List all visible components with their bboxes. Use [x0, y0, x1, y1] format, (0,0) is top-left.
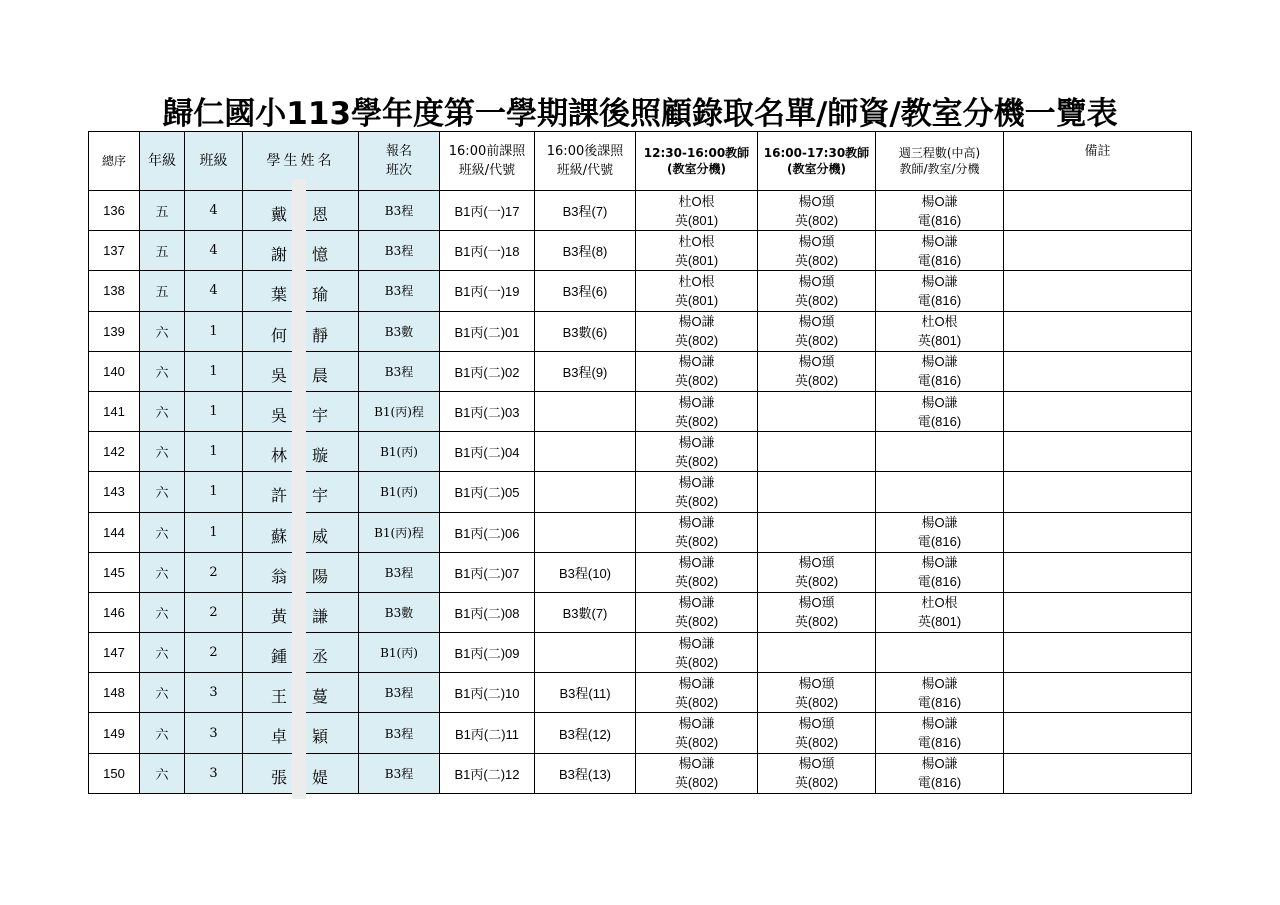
teacher-room: 英(802) [674, 534, 719, 550]
teacher-name: 楊O謙 [678, 555, 715, 571]
table-row [89, 231, 1192, 271]
cell-post1600 [535, 432, 636, 472]
teacher-room: 英(801) [917, 614, 962, 630]
teacher-name: 楊O謙 [678, 314, 715, 330]
teacher-room: 英(802) [674, 654, 719, 670]
cell-pre1600: B1丙(二)07 [440, 552, 535, 592]
cell-class: 1 [185, 391, 243, 431]
teacher-room: 英(801) [674, 292, 719, 308]
table-row [89, 753, 1192, 793]
teacher-name: 楊O謙 [921, 273, 958, 289]
teacher-name: 楊O謙 [921, 233, 958, 249]
cell-teacher-1600 [758, 713, 876, 753]
cell-post1600: B3數(7) [535, 592, 636, 632]
cell-enroll: B3程 [359, 271, 440, 311]
teacher-name: 楊O頲 [798, 756, 835, 772]
teacher-name: 楊O頲 [798, 193, 835, 209]
cell-seq: 149 [89, 713, 140, 753]
cell-enroll: B1(丙) [359, 633, 440, 673]
teacher-name: 楊O頲 [798, 314, 835, 330]
name-last-char: 穎 [311, 727, 330, 747]
cell-teacher-1600 [758, 231, 876, 271]
cell-wednesday [876, 432, 1004, 472]
cell-teacher-1230 [636, 753, 758, 793]
cell-wednesday [876, 191, 1004, 231]
cell-seq: 145 [89, 552, 140, 592]
cell-wednesday [876, 311, 1004, 351]
cell-teacher-1230 [636, 231, 758, 271]
cell-enroll: B3程 [359, 753, 440, 793]
cell-teacher-1600 [758, 592, 876, 632]
cell-enroll: B3程 [359, 552, 440, 592]
cell-seq: 142 [89, 432, 140, 472]
cell-grade: 六 [140, 592, 185, 632]
cell-class: 1 [185, 472, 243, 512]
cell-note [1004, 753, 1192, 793]
cell-teacher-1600 [758, 552, 876, 592]
name-last-char: 瑜 [311, 285, 330, 305]
header-name: 學生姓名 [243, 132, 359, 191]
cell-pre1600: B1丙(二)03 [440, 391, 535, 431]
teacher-room: 英(802) [674, 735, 719, 751]
table-row [89, 191, 1192, 231]
table-row [89, 713, 1192, 753]
cell-seq: 150 [89, 753, 140, 793]
name-first-char: 張 [271, 767, 290, 787]
teacher-room: 英(802) [674, 614, 719, 630]
cell-note [1004, 472, 1192, 512]
cell-note [1004, 231, 1192, 271]
cell-pre1600: B1丙(一)19 [440, 271, 535, 311]
cell-grade: 六 [140, 713, 185, 753]
name-last-char: 憶 [311, 245, 330, 265]
teacher-name: 楊O頲 [798, 555, 835, 571]
table-row [89, 432, 1192, 472]
cell-note [1004, 432, 1192, 472]
cell-grade: 六 [140, 753, 185, 793]
teacher-name: 楊O謙 [921, 675, 958, 691]
teacher-room: 英(802) [674, 413, 719, 429]
cell-grade: 六 [140, 673, 185, 713]
table-row [89, 271, 1192, 311]
teacher-name: 楊O頲 [798, 595, 835, 611]
table-row [89, 633, 1192, 673]
name-first-char: 吳 [271, 365, 290, 385]
cell-teacher-1600 [758, 391, 876, 431]
header-class: 班級 [185, 132, 243, 191]
cell-class: 2 [185, 592, 243, 632]
cell-pre1600: B1丙(一)17 [440, 191, 535, 231]
name-first-char: 戴 [271, 205, 290, 224]
cell-wednesday [876, 633, 1004, 673]
teacher-room: 英(802) [794, 614, 839, 630]
cell-enroll: B3數 [359, 311, 440, 351]
cell-post1600: B3程(13) [535, 753, 636, 793]
teacher-room: 英(802) [794, 212, 839, 228]
table-row [89, 472, 1192, 512]
teacher-name: 楊O謙 [678, 434, 715, 450]
cell-pre1600: B1丙(二)08 [440, 592, 535, 632]
cell-teacher-1230 [636, 191, 758, 231]
cell-enroll: B3程 [359, 191, 440, 231]
cell-class: 4 [185, 271, 243, 311]
table-row [89, 311, 1192, 351]
teacher-room: 英(801) [917, 333, 962, 349]
header-enroll: 報名 班次 [359, 132, 440, 191]
cell-class: 4 [185, 191, 243, 231]
cell-teacher-1230 [636, 311, 758, 351]
cell-teacher-1600 [758, 432, 876, 472]
cell-note [1004, 311, 1192, 351]
teacher-room: 英(802) [674, 775, 719, 791]
cell-class: 2 [185, 552, 243, 592]
cell-note [1004, 191, 1192, 231]
cell-teacher-1600 [758, 271, 876, 311]
teacher-room: 英(802) [674, 453, 719, 469]
teacher-name: 楊O謙 [678, 474, 715, 490]
name-first-char: 林 [271, 446, 290, 466]
cell-note [1004, 391, 1192, 431]
teacher-name: 楊O頲 [798, 354, 835, 370]
teacher-room: 英(801) [674, 252, 719, 268]
name-last-char: 靜 [311, 325, 330, 345]
cell-post1600 [535, 391, 636, 431]
name-last-char: 媞 [311, 767, 330, 787]
teacher-name: 杜O根 [921, 314, 958, 330]
cell-seq: 146 [89, 592, 140, 632]
cell-grade: 五 [140, 271, 185, 311]
cell-enroll: B3程 [359, 231, 440, 271]
teacher-name: 杜O根 [678, 233, 715, 249]
name-first-char: 謝 [271, 245, 290, 265]
table-row [89, 552, 1192, 592]
cell-teacher-1230 [636, 592, 758, 632]
header-pre1600: 16:00前課照 班級/代號 [440, 132, 535, 191]
teacher-name: 楊O謙 [921, 515, 958, 531]
name-last-char: 恩 [311, 205, 330, 224]
teacher-room: 電(816) [917, 373, 962, 389]
cell-post1600: B3數(6) [535, 311, 636, 351]
teacher-room: 電(816) [917, 292, 962, 308]
cell-grade: 六 [140, 432, 185, 472]
teacher-room: 電(816) [917, 574, 962, 590]
teacher-name: 楊O謙 [678, 515, 715, 531]
cell-note [1004, 633, 1192, 673]
teacher-name: 楊O謙 [678, 354, 715, 370]
teacher-name: 楊O謙 [678, 756, 715, 772]
cell-teacher-1600 [758, 753, 876, 793]
cell-post1600: B3程(10) [535, 552, 636, 592]
teacher-name: 楊O謙 [678, 394, 715, 410]
cell-seq: 137 [89, 231, 140, 271]
cell-seq: 148 [89, 673, 140, 713]
name-first-char: 吳 [271, 405, 290, 425]
cell-enroll: B1(丙) [359, 432, 440, 472]
cell-class: 3 [185, 753, 243, 793]
name-last-char: 宇 [311, 405, 330, 425]
cell-seq: 136 [89, 191, 140, 231]
header-teacher-1600: 16:00-17:30教師 (教室分機) [758, 132, 876, 191]
cell-teacher-1230 [636, 391, 758, 431]
cell-teacher-1230 [636, 552, 758, 592]
cell-wednesday [876, 753, 1004, 793]
cell-wednesday [876, 391, 1004, 431]
header-seq: 總序 [89, 132, 140, 191]
teacher-room: 電(816) [917, 694, 962, 710]
name-last-char: 璇 [311, 446, 330, 466]
name-first-char: 鍾 [271, 647, 290, 667]
teacher-room: 電(816) [917, 212, 962, 228]
name-last-char: 威 [311, 526, 330, 546]
cell-enroll: B1(丙)程 [359, 512, 440, 552]
cell-teacher-1230 [636, 633, 758, 673]
teacher-room: 電(816) [917, 413, 962, 429]
cell-post1600: B3程(7) [535, 191, 636, 231]
name-first-char: 翁 [271, 566, 290, 586]
teacher-name: 楊O謙 [921, 394, 958, 410]
cell-pre1600: B1丙(二)06 [440, 512, 535, 552]
teacher-room: 英(802) [794, 292, 839, 308]
name-last-char: 晨 [311, 365, 330, 385]
teacher-room: 英(802) [674, 694, 719, 710]
cell-post1600: B3程(6) [535, 271, 636, 311]
cell-seq: 140 [89, 351, 140, 391]
teacher-name: 楊O頲 [798, 233, 835, 249]
teacher-room: 英(802) [794, 735, 839, 751]
cell-grade: 六 [140, 552, 185, 592]
cell-pre1600: B1丙(二)09 [440, 633, 535, 673]
teacher-name: 楊O謙 [921, 716, 958, 732]
teacher-room: 電(816) [917, 775, 962, 791]
table-row [89, 512, 1192, 552]
cell-pre1600: B1丙(二)12 [440, 753, 535, 793]
cell-teacher-1600 [758, 191, 876, 231]
cell-note [1004, 552, 1192, 592]
cell-note [1004, 512, 1192, 552]
cell-wednesday [876, 351, 1004, 391]
header-note: 備註 [1004, 132, 1192, 191]
page-title: 歸仁國小113學年度第一學期課後照顧錄取名單/師資/教室分機一覽表 [162, 96, 1118, 132]
cell-enroll: B3程 [359, 673, 440, 713]
cell-pre1600: B1丙(二)05 [440, 472, 535, 512]
name-first-char: 蘇 [271, 526, 290, 546]
cell-note [1004, 271, 1192, 311]
cell-teacher-1230 [636, 472, 758, 512]
teacher-room: 英(802) [794, 333, 839, 349]
name-first-char: 許 [271, 486, 290, 506]
cell-seq: 139 [89, 311, 140, 351]
cell-grade: 六 [140, 472, 185, 512]
cell-wednesday [876, 713, 1004, 753]
cell-wednesday [876, 472, 1004, 512]
cell-grade: 五 [140, 231, 185, 271]
cell-class: 1 [185, 512, 243, 552]
cell-enroll: B3程 [359, 713, 440, 753]
cell-post1600: B3程(12) [535, 713, 636, 753]
header-teacher-1230: 12:30-16:00教師 (教室分機) [636, 132, 758, 191]
cell-note [1004, 351, 1192, 391]
name-first-char: 葉 [271, 285, 290, 305]
teacher-room: 英(802) [674, 333, 719, 349]
cell-pre1600: B1丙(二)01 [440, 311, 535, 351]
cell-grade: 五 [140, 191, 185, 231]
cell-seq: 138 [89, 271, 140, 311]
teacher-name: 楊O謙 [921, 555, 958, 571]
cell-class: 3 [185, 713, 243, 753]
cell-teacher-1600 [758, 311, 876, 351]
teacher-name: 楊O謙 [678, 675, 715, 691]
cell-teacher-1230 [636, 673, 758, 713]
cell-teacher-1600 [758, 472, 876, 512]
name-last-char: 丞 [311, 647, 330, 667]
cell-grade: 六 [140, 311, 185, 351]
teacher-room: 電(816) [917, 252, 962, 268]
name-last-char: 謙 [311, 606, 330, 626]
cell-enroll: B1(丙) [359, 472, 440, 512]
cell-class: 2 [185, 633, 243, 673]
cell-note [1004, 673, 1192, 713]
name-last-char: 蔓 [311, 687, 330, 707]
header-wednesday: 週三程數(中高) 教師/教室/分機 [876, 132, 1004, 191]
cell-teacher-1600 [758, 673, 876, 713]
cell-teacher-1230 [636, 713, 758, 753]
table-row [89, 673, 1192, 713]
cell-seq: 144 [89, 512, 140, 552]
cell-grade: 六 [140, 633, 185, 673]
cell-wednesday [876, 552, 1004, 592]
cell-teacher-1600 [758, 512, 876, 552]
name-first-char: 黃 [271, 606, 290, 626]
cell-seq: 143 [89, 472, 140, 512]
teacher-name: 楊O謙 [678, 595, 715, 611]
cell-wednesday [876, 673, 1004, 713]
teacher-name: 杜O根 [921, 595, 958, 611]
cell-post1600 [535, 633, 636, 673]
teacher-name: 杜O根 [678, 273, 715, 289]
cell-class: 1 [185, 432, 243, 472]
cell-pre1600: B1丙(二)02 [440, 351, 535, 391]
teacher-name: 楊O謙 [678, 635, 715, 651]
header-post1600: 16:00後課照 班級/代號 [535, 132, 636, 191]
header-grade: 年級 [140, 132, 185, 191]
cell-pre1600: B1丙(二)04 [440, 432, 535, 472]
cell-teacher-1600 [758, 633, 876, 673]
teacher-room: 英(802) [794, 694, 839, 710]
name-first-char: 卓 [271, 727, 290, 747]
table-row [89, 351, 1192, 391]
teacher-name: 楊O謙 [921, 193, 958, 209]
cell-pre1600: B1丙(二)11 [440, 713, 535, 753]
cell-post1600: B3程(9) [535, 351, 636, 391]
teacher-name: 楊O頲 [798, 716, 835, 732]
cell-wednesday [876, 231, 1004, 271]
teacher-room: 英(802) [674, 574, 719, 590]
cell-teacher-1230 [636, 432, 758, 472]
cell-grade: 六 [140, 351, 185, 391]
cell-teacher-1230 [636, 512, 758, 552]
cell-enroll: B3數 [359, 592, 440, 632]
name-last-char: 宇 [311, 486, 330, 506]
redaction-bar [292, 179, 306, 799]
teacher-name: 楊O謙 [921, 756, 958, 772]
teacher-name: 楊O頲 [798, 273, 835, 289]
teacher-name: 楊O頲 [798, 675, 835, 691]
teacher-name: 楊O謙 [921, 354, 958, 370]
cell-pre1600: B1丙(一)18 [440, 231, 535, 271]
cell-post1600 [535, 472, 636, 512]
cell-grade: 六 [140, 512, 185, 552]
name-last-char: 陽 [311, 566, 330, 586]
cell-note [1004, 713, 1192, 753]
roster-table [88, 131, 1192, 794]
teacher-room: 英(802) [674, 493, 719, 509]
teacher-room: 英(802) [794, 775, 839, 791]
cell-pre1600: B1丙(二)10 [440, 673, 535, 713]
cell-seq: 147 [89, 633, 140, 673]
table-row [89, 391, 1192, 431]
cell-teacher-1230 [636, 351, 758, 391]
teacher-room: 英(802) [794, 373, 839, 389]
cell-class: 1 [185, 351, 243, 391]
cell-post1600: B3程(8) [535, 231, 636, 271]
teacher-room: 英(802) [794, 574, 839, 590]
cell-teacher-1600 [758, 351, 876, 391]
cell-enroll: B1(丙)程 [359, 391, 440, 431]
teacher-room: 英(802) [794, 252, 839, 268]
cell-post1600 [535, 512, 636, 552]
teacher-room: 電(816) [917, 534, 962, 550]
cell-wednesday [876, 271, 1004, 311]
teacher-name: 楊O謙 [678, 716, 715, 732]
name-first-char: 何 [271, 325, 290, 345]
cell-teacher-1230 [636, 271, 758, 311]
cell-class: 1 [185, 311, 243, 351]
cell-class: 3 [185, 673, 243, 713]
cell-class: 4 [185, 231, 243, 271]
cell-wednesday [876, 592, 1004, 632]
cell-note [1004, 592, 1192, 632]
cell-seq: 141 [89, 391, 140, 431]
teacher-name: 杜O根 [678, 193, 715, 209]
teacher-room: 英(801) [674, 212, 719, 228]
cell-grade: 六 [140, 391, 185, 431]
table-row [89, 592, 1192, 632]
name-first-char: 王 [271, 687, 290, 707]
teacher-room: 電(816) [917, 735, 962, 751]
cell-enroll: B3程 [359, 351, 440, 391]
cell-post1600: B3程(11) [535, 673, 636, 713]
cell-wednesday [876, 512, 1004, 552]
teacher-room: 英(802) [674, 373, 719, 389]
header-row [89, 132, 1192, 191]
